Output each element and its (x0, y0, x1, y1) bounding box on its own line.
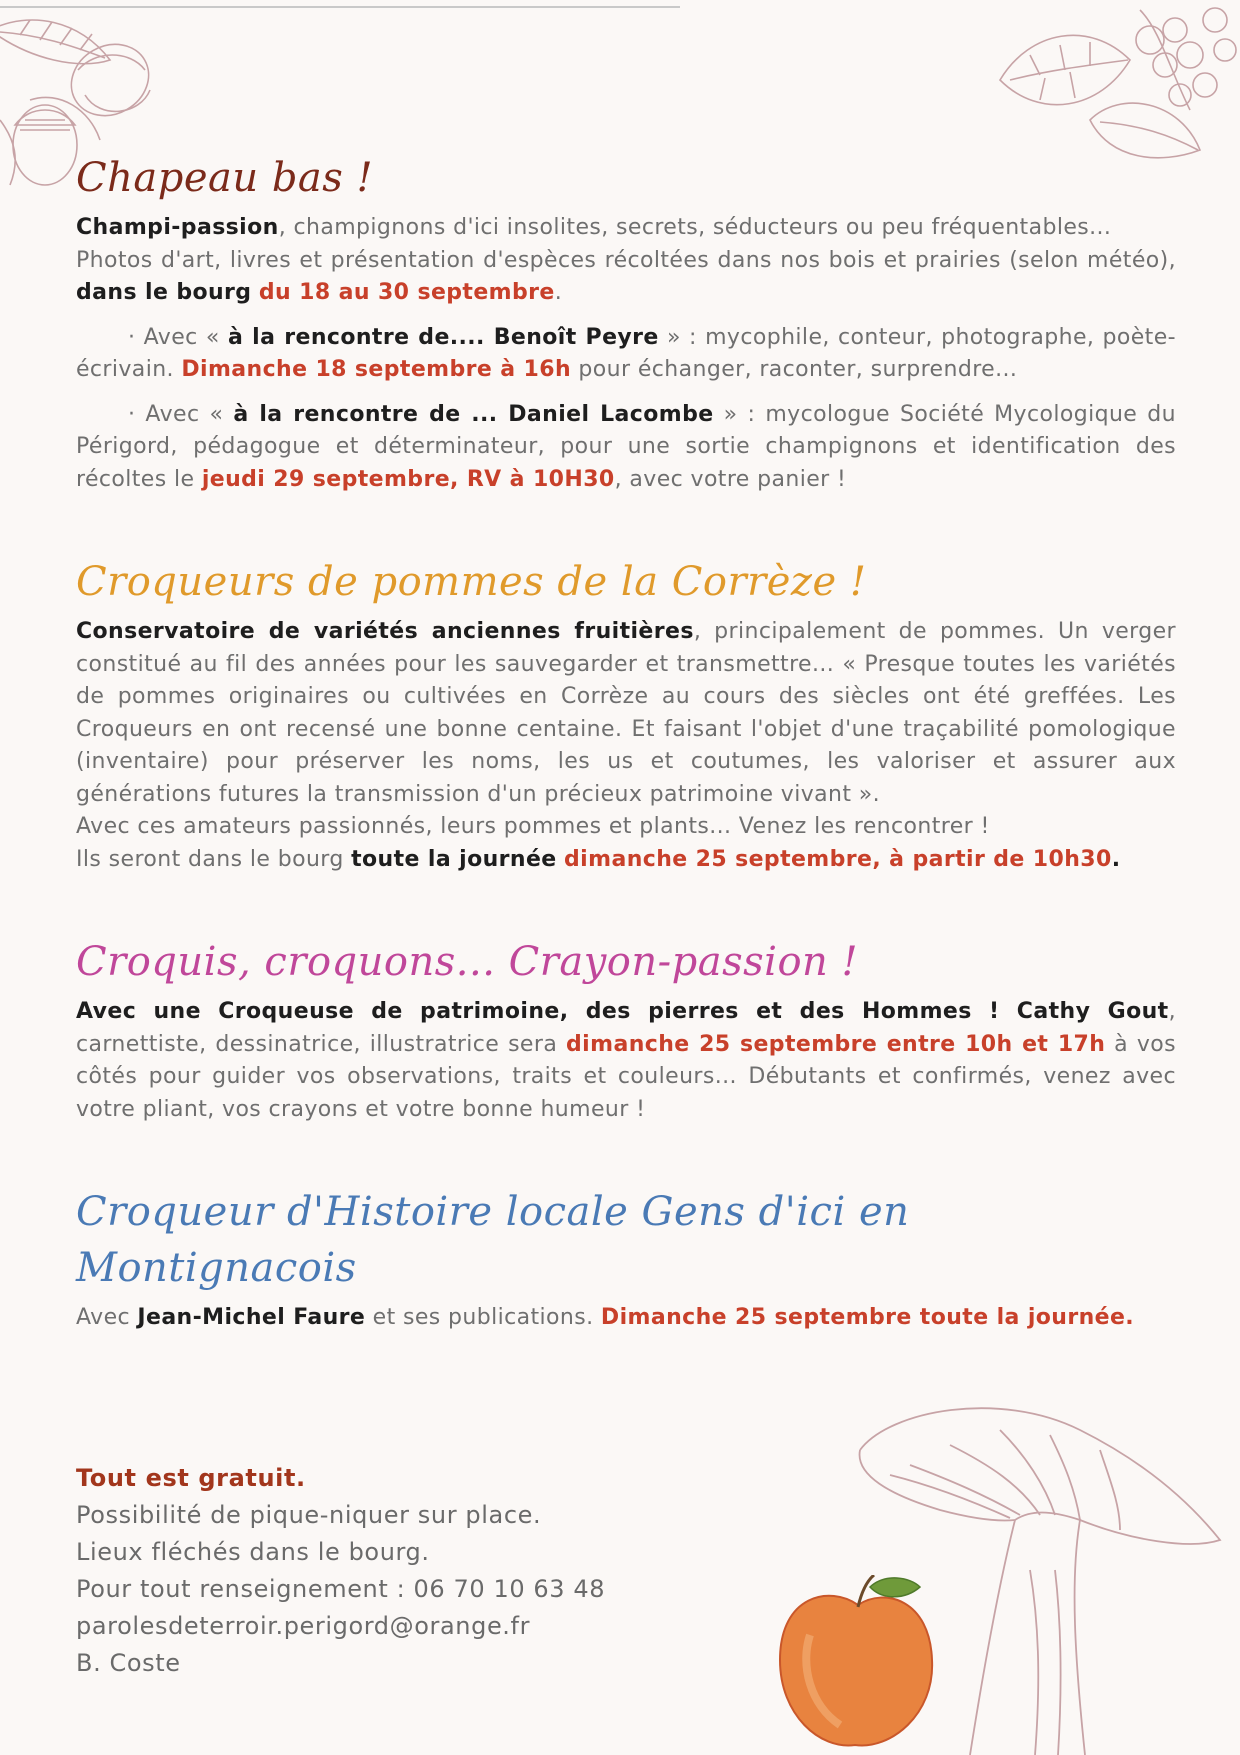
main-content (76, 150, 1176, 1335)
text: » : mycologue Société Mycologique du Périgord, pédagogue et déterminateur, pour une sortie champignons et identification des récoltes le (76, 401, 1176, 492)
paragraph (76, 399, 1176, 497)
text: Avec (76, 1305, 138, 1330)
text: à vos côtés pour guider vos observations, traits et couleurs... Débutants et confirmés, venez avec votre pliant, vos crayons et votre bonne humeur ! (76, 1031, 1176, 1122)
text: et ses publications. (365, 1305, 601, 1330)
text-bold: dans le bourg (76, 280, 252, 305)
text-bold: . (1111, 846, 1121, 872)
paragraph (76, 996, 1176, 1126)
section-heading: Croquis, croquons... Crayon-passion ! (76, 939, 859, 985)
paragraph (76, 1302, 1176, 1335)
paragraph: Avec ces amateurs passionnés, leurs pommes et plants... Venez les rencontrer ! (76, 814, 990, 839)
paragraph (76, 844, 1176, 877)
section-heading: Croqueurs de pommes de la Corrèze ! (76, 559, 867, 605)
text-bold: à la rencontre de.... Benoît Peyre (228, 324, 659, 350)
paragraph (76, 616, 1176, 811)
footer-info (76, 1460, 776, 1682)
footer-line: Lieux fléchés dans le bourg. (76, 1538, 430, 1566)
text-highlight: du 18 au 30 septembre (258, 280, 555, 305)
text-bold: toute la journée (351, 846, 557, 872)
text: , avec votre panier ! (614, 466, 847, 492)
text-bold: à la rencontre de ... Daniel Lacombe (233, 401, 714, 427)
paragraph (76, 322, 1176, 387)
section-chapeau-bas (76, 150, 1176, 496)
section-heading: Chapeau bas ! (76, 155, 374, 201)
text: Ils seront dans le bourg (76, 846, 352, 872)
text-bold: Champi-passion (76, 215, 279, 240)
text: , champignons d'ici insolites, secrets, séducteurs ou peu fréquentables... (278, 215, 1112, 240)
text: Photos d'art, livres et présentation d'espèces récoltées dans nos bois et prairies (selon météo), (76, 247, 1176, 273)
text: pour échanger, raconter, surprendre... (571, 357, 1018, 382)
section-croquis (76, 934, 1176, 1126)
text-highlight: dimanche 25 septembre, à partir de 10h30 (564, 846, 1112, 872)
paragraph (76, 245, 1176, 310)
text: , principalement de pommes. Un verger constitué au fil des années pour les sauvegarder et transmettre... « Presque toutes les variétés de pommes originaires ou cultivées en Corrèze au cours des siècles ont été greffées. Les Croqueurs en ont recensé une bonne centaine. Et faisant l'objet d'une traçabilité pomologique (inventaire) pour préserver les noms, les us et coutumes, les valoriser et assurer aux générations futures la transmission d'un précieux patrimoine vivant ». (76, 619, 1176, 807)
section-heading: Croqueur d'Histoire locale Gens d'ici en Montignacois (76, 1189, 910, 1291)
text: , carnettiste, dessinatrice, illustratrice sera (76, 999, 1176, 1057)
text-highlight: dimanche 25 septembre entre 10h et 17h (566, 1031, 1106, 1057)
text-highlight: jeudi 29 septembre, RV à 10H30 (201, 466, 615, 492)
contact-email: parolesdeterroir.perigord@orange.fr (76, 1612, 531, 1640)
text-bold: Conservatoire de variétés anciennes fruitières (76, 619, 694, 644)
text: . (554, 280, 563, 305)
text-highlight: Dimanche 25 septembre toute la journée. (600, 1305, 1135, 1330)
author-signature: B. Coste (76, 1649, 181, 1677)
footer-line: Possibilité de pique-niquer sur place. (76, 1501, 542, 1529)
contact-phone: Pour tout renseignement : 06 70 10 63 48 (76, 1575, 606, 1603)
section-croqueurs-pommes (76, 554, 1176, 876)
text-bold: Avec une Croqueuse de patrimoine, des pierres et des Hommes ! Cathy Gout (76, 999, 1169, 1024)
free-notice: Tout est gratuit. (76, 1464, 306, 1492)
text-highlight: Dimanche 18 septembre à 16h (181, 357, 572, 382)
text: » : mycophile, conteur, photographe, poète-écrivain. (76, 324, 1176, 382)
text: · Avec « (128, 401, 234, 427)
paragraph (76, 212, 1176, 245)
text-bold: Jean-Michel Faure (137, 1305, 366, 1330)
apple-illustration (770, 1575, 945, 1755)
section-histoire-locale (76, 1184, 1176, 1335)
text: · Avec « (128, 324, 228, 350)
